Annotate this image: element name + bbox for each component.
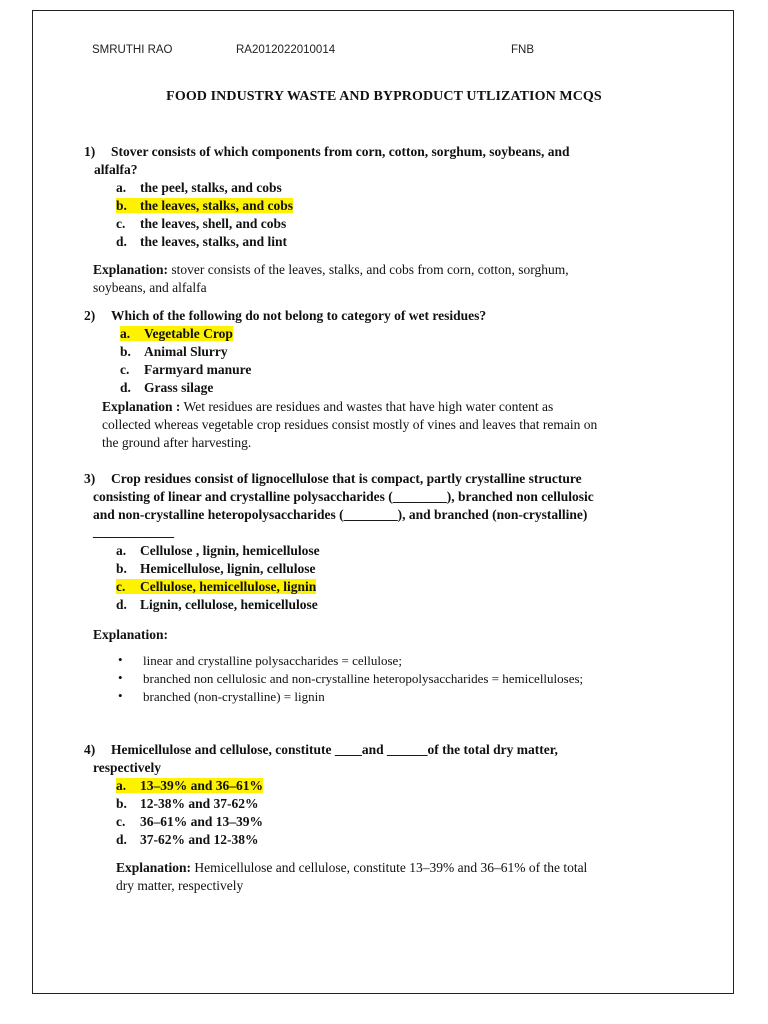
option-text: Cellulose, hemicellulose, lignin bbox=[140, 579, 317, 594]
option-b bbox=[120, 343, 228, 361]
explanation-1 bbox=[93, 261, 569, 279]
option-label: d. bbox=[116, 832, 127, 847]
question-number: 1) bbox=[84, 144, 96, 159]
option-label: c. bbox=[116, 814, 126, 829]
explanation-label: Explanation: bbox=[116, 860, 192, 875]
option-text: Hemicellulose, lignin, cellulose bbox=[140, 561, 316, 576]
explanation-2 bbox=[102, 398, 553, 416]
option-b bbox=[116, 197, 293, 215]
option-text: Farmyard manure bbox=[144, 362, 252, 377]
explanation-text: stover consists of the leaves, stalks, and cobs from corn, cotton, sorghum, bbox=[168, 262, 569, 277]
option-text: the leaves, stalks, and cobs bbox=[140, 198, 294, 213]
question-text-cont: alfalfa? bbox=[94, 162, 138, 177]
option-label: a. bbox=[116, 180, 127, 195]
explanation-text-cont: the ground after harvesting. bbox=[102, 435, 252, 450]
option-c bbox=[116, 215, 286, 233]
explanation-text-cont: dry matter, respectively bbox=[116, 878, 244, 893]
option-a bbox=[116, 777, 263, 795]
option-d bbox=[120, 379, 213, 397]
option-label: a. bbox=[120, 326, 131, 341]
option-b bbox=[116, 795, 259, 813]
bullet-icon: • bbox=[118, 688, 123, 703]
option-text: the leaves, stalks, and lint bbox=[140, 234, 288, 249]
question-text-cont: respectively bbox=[93, 760, 161, 775]
question-number: 2) bbox=[84, 308, 96, 323]
question-text: Hemicellulose and cellulose, constitute ____and ______of the total dry matter, bbox=[111, 742, 558, 757]
option-label: d. bbox=[116, 597, 127, 612]
option-b bbox=[116, 560, 316, 578]
bullet-icon: • bbox=[118, 670, 123, 685]
option-label: c. bbox=[120, 362, 130, 377]
option-label: c. bbox=[116, 216, 126, 231]
question-number: 3) bbox=[84, 471, 96, 486]
option-text: 36–61% and 13–39% bbox=[140, 814, 264, 829]
question-number: 4) bbox=[84, 742, 96, 757]
registration-number: RA2012022010014 bbox=[236, 44, 336, 56]
bullet-item: branched (non-crystalline) = lignin bbox=[143, 689, 325, 704]
bullet-icon: • bbox=[118, 652, 123, 667]
question-text-cont: ____________ bbox=[93, 524, 174, 539]
option-text: 37-62% and 12-38% bbox=[140, 832, 259, 847]
option-label: b. bbox=[120, 344, 131, 359]
option-text: 13–39% and 36–61% bbox=[140, 778, 264, 793]
question-4 bbox=[84, 741, 558, 759]
option-label: d. bbox=[120, 380, 131, 395]
question-text-cont: and non-crystalline heteropolysaccharides (________), and branched (non-crystalline) bbox=[93, 507, 588, 522]
option-a bbox=[116, 179, 282, 197]
option-c bbox=[120, 361, 251, 379]
document-title: FOOD INDUSTRY WASTE AND BYPRODUCT UTLIZATION MCQS bbox=[166, 89, 602, 104]
bullet-item: branched non cellulosic and non-crystalline heteropolysaccharides = hemicelluloses; bbox=[143, 671, 584, 686]
option-a bbox=[120, 325, 233, 343]
question-2 bbox=[84, 307, 486, 325]
option-label: b. bbox=[116, 796, 127, 811]
option-label: b. bbox=[116, 561, 127, 576]
option-text: Vegetable Crop bbox=[144, 326, 233, 341]
explanation-text-cont: soybeans, and alfalfa bbox=[93, 280, 207, 295]
option-d bbox=[116, 596, 318, 614]
explanation-text-cont: collected whereas vegetable crop residues consist mostly of vines and leaves that remain on bbox=[102, 417, 598, 432]
explanation-4 bbox=[116, 859, 587, 877]
option-label: a. bbox=[116, 778, 127, 793]
question-text: Crop residues consist of lignocellulose that is compact, partly crystalline structure bbox=[111, 471, 582, 486]
option-label: a. bbox=[116, 543, 127, 558]
question-3 bbox=[84, 470, 582, 488]
option-text: the leaves, shell, and cobs bbox=[140, 216, 287, 231]
question-1 bbox=[84, 143, 570, 161]
option-text: 12-38% and 37-62% bbox=[140, 796, 259, 811]
option-text: Lignin, cellulose, hemicellulose bbox=[140, 597, 318, 612]
option-c bbox=[116, 578, 316, 596]
explanation-text: Wet residues are residues and wastes that have high water content as bbox=[180, 399, 554, 414]
option-d bbox=[116, 831, 259, 849]
student-name: SMRUTHI RAO bbox=[92, 44, 173, 56]
explanation-label: Explanation : bbox=[102, 399, 181, 414]
option-label: d. bbox=[116, 234, 127, 249]
option-c bbox=[116, 813, 263, 831]
explanation-text: Hemicellulose and cellulose, constitute 13–39% and 36–61% of the total bbox=[191, 860, 588, 875]
option-text: Animal Slurry bbox=[144, 344, 228, 359]
option-text: Cellulose , lignin, hemicellulose bbox=[140, 543, 320, 558]
option-d bbox=[116, 233, 287, 251]
option-a bbox=[116, 542, 320, 560]
question-text: Which of the following do not belong to category of wet residues? bbox=[111, 308, 487, 323]
bullet-item: linear and crystalline polysaccharides = cellulose; bbox=[143, 653, 402, 668]
option-label: b. bbox=[116, 198, 127, 213]
explanation-label: Explanation: bbox=[93, 262, 169, 277]
option-text: Grass silage bbox=[144, 380, 214, 395]
question-text: Stover consists of which components from corn, cotton, sorghum, soybeans, and bbox=[111, 144, 570, 159]
option-text: the peel, stalks, and cobs bbox=[140, 180, 282, 195]
option-label: c. bbox=[116, 579, 126, 594]
question-text-cont: consisting of linear and crystalline polysaccharides (________), branched non cellulosic bbox=[93, 489, 594, 504]
subject-code: FNB bbox=[511, 44, 534, 56]
explanation-label: Explanation: bbox=[93, 627, 169, 642]
